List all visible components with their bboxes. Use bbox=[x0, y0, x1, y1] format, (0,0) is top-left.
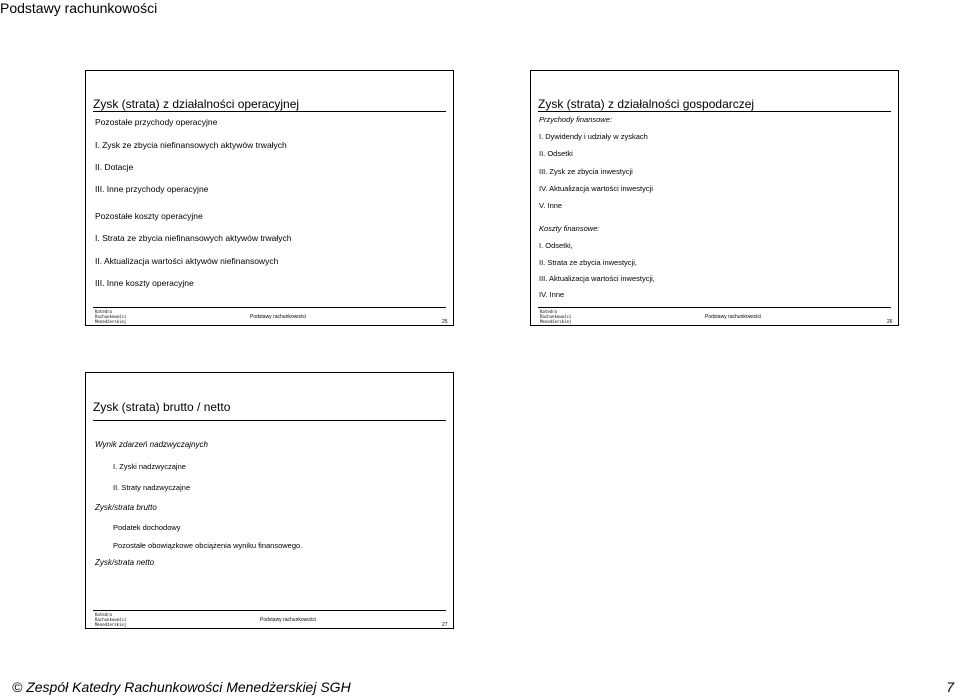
document-header-title: Podstawy rachunkowości bbox=[0, 0, 158, 16]
copyright-footer: © Zespół Katedry Rachunkowości Menedżerskiej SGH bbox=[12, 679, 351, 695]
title-underline bbox=[538, 111, 891, 112]
department-logo: Katedra Rachunkowości Menedżerskiej bbox=[95, 309, 127, 324]
slide-title: Zysk (strata) brutto / netto bbox=[93, 400, 231, 414]
slide-page-number: 27 bbox=[442, 622, 448, 628]
document-page-number: 7 bbox=[946, 679, 954, 695]
list-item: V. Inne bbox=[539, 201, 563, 210]
slide-footer: Podstawy rachunkowości bbox=[705, 314, 762, 320]
slide-25 bbox=[85, 70, 454, 326]
slide-title: Zysk (strata) z działalności gospodarczej bbox=[538, 97, 755, 111]
footer-rule bbox=[93, 610, 446, 611]
footer-rule bbox=[538, 307, 891, 308]
slide-page-number: 25 bbox=[442, 319, 448, 325]
list-item: I. Zyski nadzwyczajne bbox=[113, 462, 186, 471]
section-heading: Pozostałe przychody operacyjne bbox=[95, 117, 218, 127]
section-heading: Pozostałe koszty operacyjne bbox=[95, 211, 203, 221]
list-item: II. Strata ze zbycia inwestycji, bbox=[539, 258, 637, 267]
list-item: Podatek dochodowy bbox=[113, 523, 181, 532]
list-item: III. Inne przychody operacyjne bbox=[95, 184, 209, 194]
section-heading: Zysk/strata netto bbox=[95, 558, 155, 567]
list-item: IV. Inne bbox=[539, 290, 565, 299]
slide-26 bbox=[530, 70, 899, 326]
slide-footer: Podstawy rachunkowości bbox=[250, 314, 307, 320]
title-underline bbox=[93, 111, 446, 112]
list-item: II. Dotacje bbox=[95, 162, 134, 172]
slide-title: Zysk (strata) z działalności operacyjnej bbox=[93, 97, 300, 111]
slide-footer: Podstawy rachunkowości bbox=[260, 617, 317, 623]
footer-rule bbox=[93, 307, 446, 308]
list-item: III. Aktualizacja wartości inwestycji, bbox=[539, 274, 655, 283]
list-item: II. Straty nadzwyczajne bbox=[113, 483, 191, 492]
section-heading: Wynik zdarzeń nadzwyczajnych bbox=[95, 440, 208, 449]
list-item: I. Odsetki, bbox=[539, 241, 573, 250]
section-heading: Przychody finansowe: bbox=[539, 115, 612, 124]
list-item: Pozostałe obowiązkowe obciążenia wyniku finansowego. bbox=[113, 541, 303, 550]
title-underline bbox=[93, 420, 446, 421]
section-heading: Koszty finansowe: bbox=[539, 224, 600, 233]
slide-27 bbox=[85, 372, 454, 629]
department-logo: Katedra Rachunkowości Menedżerskiej bbox=[95, 612, 127, 627]
department-logo: Katedra Rachunkowości Menedżerskiej bbox=[540, 309, 572, 324]
list-item: II. Aktualizacja wartości aktywów niefinansowych bbox=[95, 256, 279, 266]
list-item: I. Dywidendy i udziały w zyskach bbox=[539, 132, 648, 141]
list-item: I. Zysk ze zbycia niefinansowych aktywów trwałych bbox=[95, 140, 287, 150]
list-item: II. Odsetki bbox=[539, 149, 573, 158]
list-item: III. Zysk ze zbycia inwestycji bbox=[539, 167, 633, 176]
list-item: III. Inne koszty operacyjne bbox=[95, 278, 194, 288]
list-item: IV. Aktualizacja wartości inwestycji bbox=[539, 184, 653, 193]
section-heading: Zysk/strata brutto bbox=[95, 503, 157, 512]
list-item: I. Strata ze zbycia niefinansowych aktywów trwałych bbox=[95, 233, 292, 243]
slide-page-number: 26 bbox=[887, 319, 893, 325]
